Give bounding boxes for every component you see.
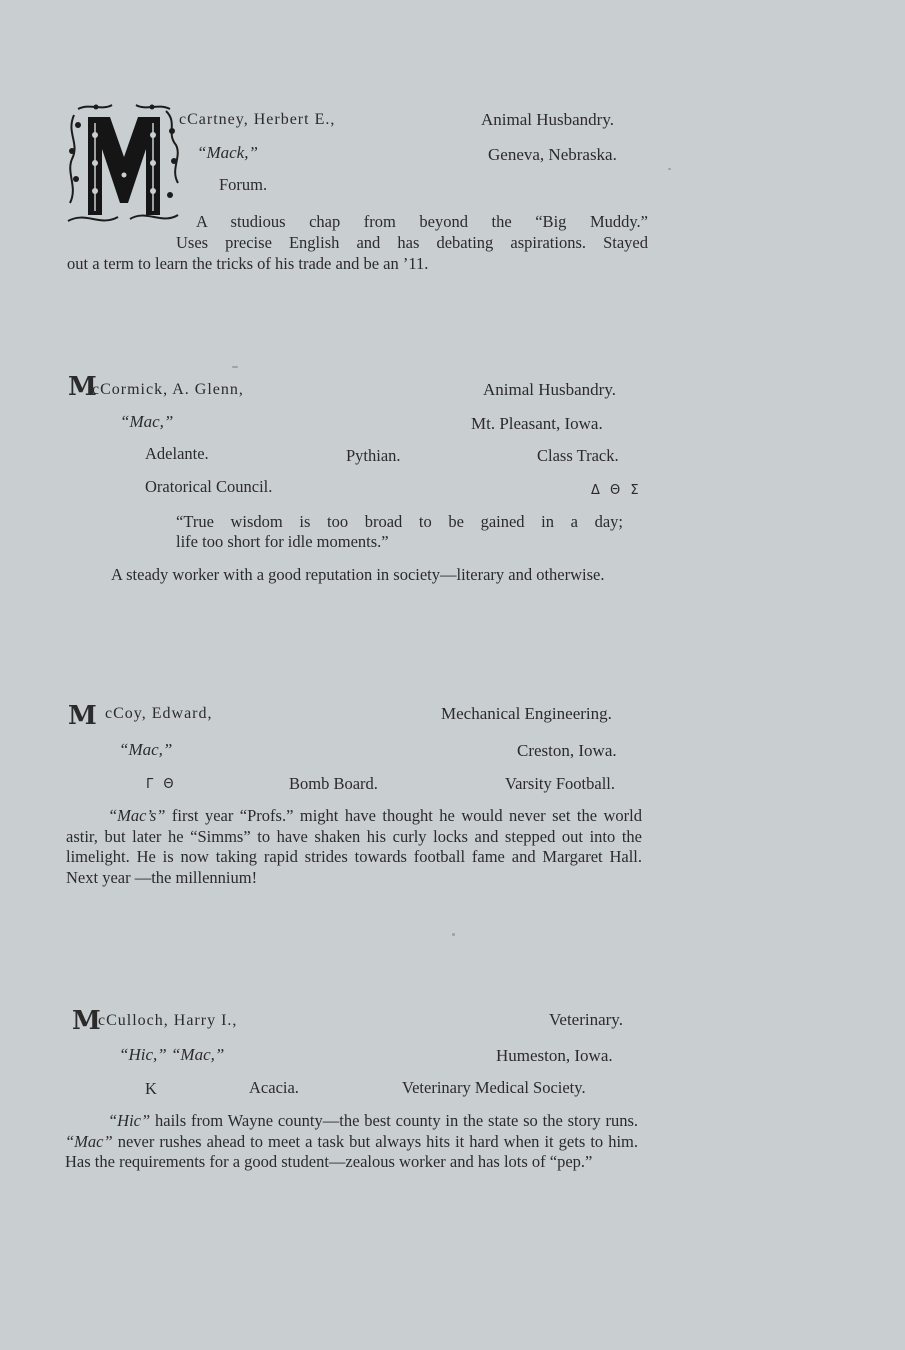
ornamental-initial-m [66,103,181,228]
description-text: never rushes ahead to meet a task but always hits it hard when it gets to him. Has the requirements for a good student—zealous worker and has lots of “pep.” [65,1131,638,1172]
entry-activity: Class Track. [537,446,619,465]
entry-hometown: Humeston, Iowa. [496,1046,613,1065]
entry-name: cCoy, Edward, [105,705,213,722]
entry-name: cCartney, Herbert E., [179,111,336,128]
fraternity-letters: Γ Θ [146,777,177,792]
entry-hometown: Geneva, Nebraska. [488,145,617,164]
entry-initial: M [72,1006,101,1036]
entry-activity: Oratorical Council. [145,477,273,496]
description-nickname: “Mac” [65,1131,113,1151]
entry-name: cCulloch, Harry I., [98,1012,238,1029]
fraternity-letters: K [145,1079,157,1098]
scan-speck [232,366,238,368]
entry-activity: Varsity Football. [505,774,615,793]
description-text: first year “Profs.” might have thought he would never set the world astir, but later he “Simms” to have shaken his curly locks and stepped out into the limelight. He is now taking rapid strides towards football fame and Margaret Hall. Next year —the millennium! [66,806,642,888]
entry-activity: Acacia. [249,1078,299,1097]
entry-quote-line2: life too short for idle moments.” [176,532,389,551]
entry-description-line1: A studious chap from beyond the “Big Muddy.” [196,212,648,231]
entry-name: cCormick, A. Glenn, [92,381,244,398]
entry-department: Animal Husbandry. [481,110,614,129]
entry-description [66,806,642,889]
entry-description-line3: out a term to learn the tricks of his trade and be an ’11. [67,254,429,273]
entry-activity: Bomb Board. [289,774,378,793]
entry-description [65,1111,638,1173]
entry-hometown: Mt. Pleasant, Iowa. [471,414,603,433]
entry-nickname: “Hic,” “Mac,” [119,1045,225,1064]
entry-department: Animal Husbandry. [483,380,616,399]
entry-initial: M [68,372,97,402]
entry-description: A steady worker with a good reputation in society—literary and otherwise. [111,565,605,584]
description-text: hails from Wayne county—the best county in the state so the story runs. [150,1111,638,1130]
scan-speck [452,933,455,936]
entry-hometown: Creston, Iowa. [517,741,617,760]
fraternity-letters: Δ Θ Σ [591,483,642,498]
entry-activity: Adelante. [145,444,209,463]
entry-department: Mechanical Engineering. [441,704,612,723]
entry-nickname: “Mack,” [197,143,258,162]
entry-nickname: “Mac,” [119,740,173,759]
entry-nickname: “Mac,” [120,412,174,431]
scan-speck [668,168,671,170]
description-nickname: “Mac’s” [108,806,166,825]
entry-activity: Pythian. [346,446,401,465]
entry-initial: M [68,701,97,731]
entry-activity: Veterinary Medical Society. [402,1078,586,1097]
entry-quote-line1: “True wisdom is too broad to be gained in a day; [176,512,623,531]
description-nickname: “Hic” [108,1111,151,1130]
entry-department: Veterinary. [549,1010,623,1029]
entry-activity: Forum. [219,175,268,194]
entry-description-line2: Uses precise English and has debating aspirations. Stayed [176,233,648,252]
